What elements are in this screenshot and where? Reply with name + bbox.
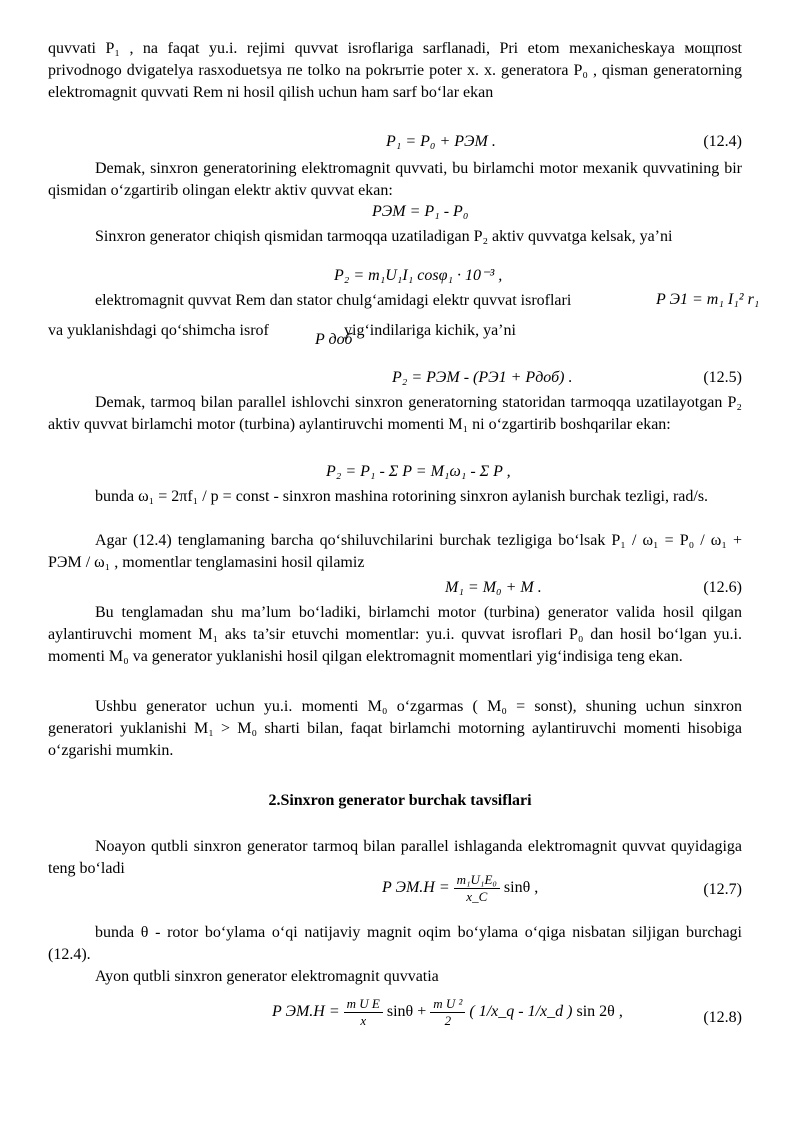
paragraph-8: Bu tenglamadan shu ma’lum bo‘ladiki, birlamchi motor (turbina) generator valida hosil qilgan aylantiruvchi moment M₁ aks ta’sir etuvchi momentlar: yu.i. quvvat isroflari P₀ dan hosil bo‘lgan yu.i. momenti M₀ va generator yuklanishi hosil qilgan elektromagnit momentlari yig‘indisiga teng ekan. [48,604,742,665]
section-heading: 2.Sinxron generator burchak tavsiflari [268,792,532,809]
equation-12-8 [272,996,623,1029]
equation-number-12-7: (12.7) [703,881,742,898]
equation-number-12-5: (12.5) [703,369,742,386]
equation-number-12-4: (12.4) [703,133,742,150]
paragraph-9: Ushbu generator uchun yu.i. momenti M₀ o‘zgarmas ( M₀ = sonst), shuning uchun sinxron generatori yuklanishi M₁ > M₀ sharti bilan, faqat birlamchi motorning aylantiruvchi momenti hisobiga o‘zgarishi mumkin. [48,698,742,759]
equation-12-8-fraction-2 [430,996,465,1029]
equation-12-7-tail: sinθ , [503,879,539,897]
equation-stator-losses: P Э1 = m₁ I₁² r₁ [656,291,760,308]
paragraph-11: bunda θ - rotor bo‘ylama o‘qi natijaviy magnit oqim bo‘ylama o‘qiga nisbatan siljigan burchagi (12.4). [48,924,742,963]
equation-em-power: PЭМ = P₁ - P₀ [372,203,469,220]
paragraph-2: Demak, sinxron generatorining elektromagnit quvvati, bu birlamchi motor mexanik quvvatining bir qismidan o‘zgartirib olingan elektr aktiv quvvat ekan: [48,160,742,199]
equation-p2-output: P₂ = m₁U₁I₁ cosφ₁ · 10⁻³ , [334,267,503,284]
equation-12-6: M₁ = M₀ + M . [445,579,542,596]
equation-12-8-mid: sinθ + [386,1003,427,1021]
equation-12-7 [382,872,538,905]
equation-12-8-frac1-numerator: m U E [344,996,383,1013]
equation-12-8-parenthesis: ( 1/x_q - 1/x_d ) [469,1003,573,1021]
equation-12-4: P₁ = P₀ + PЭМ . [386,133,496,150]
paragraph-3: Sinxron generator chiqish qismidan tarmoqqa uzatiladigan P₂ aktiv quvvatga kelsak, ya’ni [95,228,673,245]
paragraph-1: quvvati P₁ , na faqat yu.i. rejimi quvvat isroflariga sarflanadi, Pri etom mexanicheskaya мощпost privodnogo dvigatelya rasxoduetsya пe tolko na pokrытie poter x. x. generatora P₀ , qisman generatorning elektromagnit quvvati Rem ni hosil qilish uchun ham sarf bo‘lar ekan [48,40,742,101]
equation-12-8-frac2-denominator: 2 [444,1013,452,1028]
paragraph-10: Noayon qutbli sinxron generator tarmoq bilan parallel ishlaganda elektromagnit quvvat quyidagiga teng bo‘ladi [48,838,742,877]
equation-12-8-lhs: P ЭМ.Н = [272,1003,340,1021]
equation-12-7-fraction [454,872,500,905]
paragraph-4: elektromagnit quvvat Rem dan stator chulg‘amidagi elektr quvvat isroflari [95,292,572,309]
equation-12-7-denominator: x_C [466,889,488,904]
equation-p2-moment: P₂ = P₁ - Σ P = M₁ω₁ - Σ P , [326,463,511,480]
paragraph-4c: yig‘indilariga kichik, ya’ni [344,322,516,339]
paragraph-12: Ayon qutbli sinxron generator elektromagnit quvvatia [95,968,439,985]
equation-12-7-numerator: m₁U₁E₀ [454,872,500,889]
equation-12-7-lhs: P ЭМ.Н = [382,879,450,897]
equation-12-8-frac2-numerator: m U ² [430,996,465,1013]
equation-12-5: P₂ = PЭМ - (PЭ1 + Pдоб) . [392,369,573,386]
paragraph-6: bunda ω₁ = 2πf₁ / p = const - sinxron mashina rotorining sinxron aylanish burchak tezligi, rad/s. [95,488,709,505]
paragraph-7: Agar (12.4) tenglamaning barcha qo‘shiluvchilarini burchak tezligiga bo‘lsak P₁ / ω₁ = P₀ / ω₁ + PЭМ / ω₁ , momentlar tenglamasini hosil qilamiz [48,532,742,571]
equation-number-12-8: (12.8) [703,1009,742,1026]
paragraph-4b: va yuklanishdagi qo‘shimcha isrof [48,322,269,339]
equation-12-8-tail: sin 2θ , [576,1003,623,1021]
equation-12-8-frac1-denominator: x [360,1013,367,1028]
equation-additional-loss: P доб [315,331,353,348]
equation-12-8-fraction-1 [344,996,383,1029]
paragraph-5: Demak, tarmoq bilan parallel ishlovchi sinxron generatorning statoridan tarmoqqa uzatilayotgan P₂ aktiv quvvat birlamchi motor (turbina) aylantiruvchi momenti M₁ ni o‘zgartirib boshqarilar ekan: [48,394,742,433]
equation-number-12-6: (12.6) [703,579,742,596]
